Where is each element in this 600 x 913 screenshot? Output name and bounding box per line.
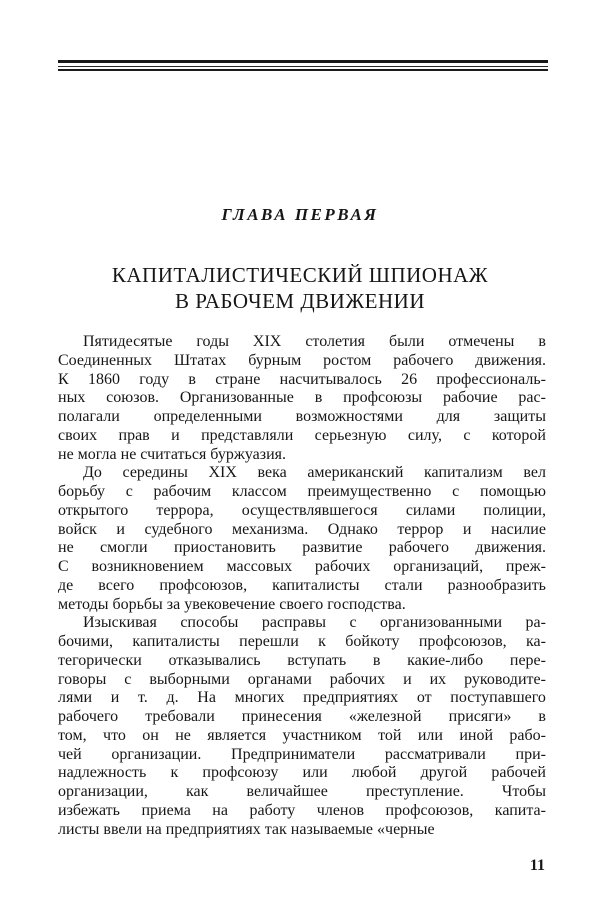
text-line: де всего профсоюзов, капиталисты стали разнообразить <box>58 576 546 594</box>
text-line: избежать приема на работу членов профсоюзов, капита- <box>58 801 546 819</box>
chapter-label: ГЛАВА ПЕРВАЯ <box>221 205 379 224</box>
text-line: До середины XIX века американский капитализм вел <box>83 464 546 482</box>
text-line: говоры с выборными органами рабочих и их руководите- <box>58 670 546 688</box>
text-line: надлежность к профсоюзу или любой другой рабочей <box>58 764 546 782</box>
text-line: К 1860 году в стране насчитывалось 26 профессиональ- <box>58 370 546 388</box>
text-line: методы борьбы за увековечение своего господства. <box>58 595 406 613</box>
body-text <box>58 333 546 839</box>
text-line: Пятидесятые годы XIX столетия были отмечены в <box>83 333 546 350</box>
chapter-title <box>0 262 600 314</box>
text-line: ных союзов. Организованные в профсоюзы рабочие рас- <box>58 389 546 407</box>
text-line: организации, как величайшее преступление. Чтобы <box>58 783 546 800</box>
text-line: лями и т. д. На многих предприятиях от поступавшего <box>58 689 546 707</box>
text-line: Соединенных Штатах бурным ростом рабочего движения. <box>58 351 546 369</box>
chapter-title-line: В РАБОЧЕМ ДВИЖЕНИИ <box>174 289 425 313</box>
chapter-title-line: КАПИТАЛИСТИЧЕСКИЙ ШПИОНАЖ <box>111 263 489 287</box>
text-line: том, что он не является участником той или иной рабо- <box>58 726 546 744</box>
text-line: тегорически отказывались вступать в какие-либо пере- <box>58 651 546 669</box>
text-line: борьбу с рабочим классом преимущественно с помощью <box>58 483 546 500</box>
text-line: листы ввели на предприятиях так называемые «черные <box>58 820 435 838</box>
text-line: открытого террора, осуществлявшегося силами полиции, <box>58 501 546 519</box>
text-line: не могла не считаться буржуазия. <box>58 445 287 463</box>
text-line: своих прав и представляли серьезную силу, с которой <box>58 426 546 444</box>
text-line: полагали определенными возможностями для защиты <box>58 408 546 425</box>
text-line: рабочего требовали принесения «железной присяги» в <box>58 708 546 725</box>
header-rule-thick <box>58 60 548 63</box>
header-rule-thin <box>58 66 548 67</box>
text-line: Изыскивая способы расправы с организованными ра- <box>83 614 546 632</box>
text-line: не смогли приостановить развитие рабочего движения. <box>58 539 546 557</box>
page-number: 11 <box>529 857 545 874</box>
text-line: войск и судебного механизма. Однако террор и насилие <box>58 520 546 538</box>
text-line: чей организации. Предприниматели рассматривали при- <box>58 745 546 763</box>
header-rule-bottom <box>58 69 548 71</box>
text-line: С возникновением массовых рабочих организаций, преж- <box>58 558 546 575</box>
text-line: бочими, капиталисты перешли к бойкоту профсоюзов, ка- <box>58 633 546 650</box>
